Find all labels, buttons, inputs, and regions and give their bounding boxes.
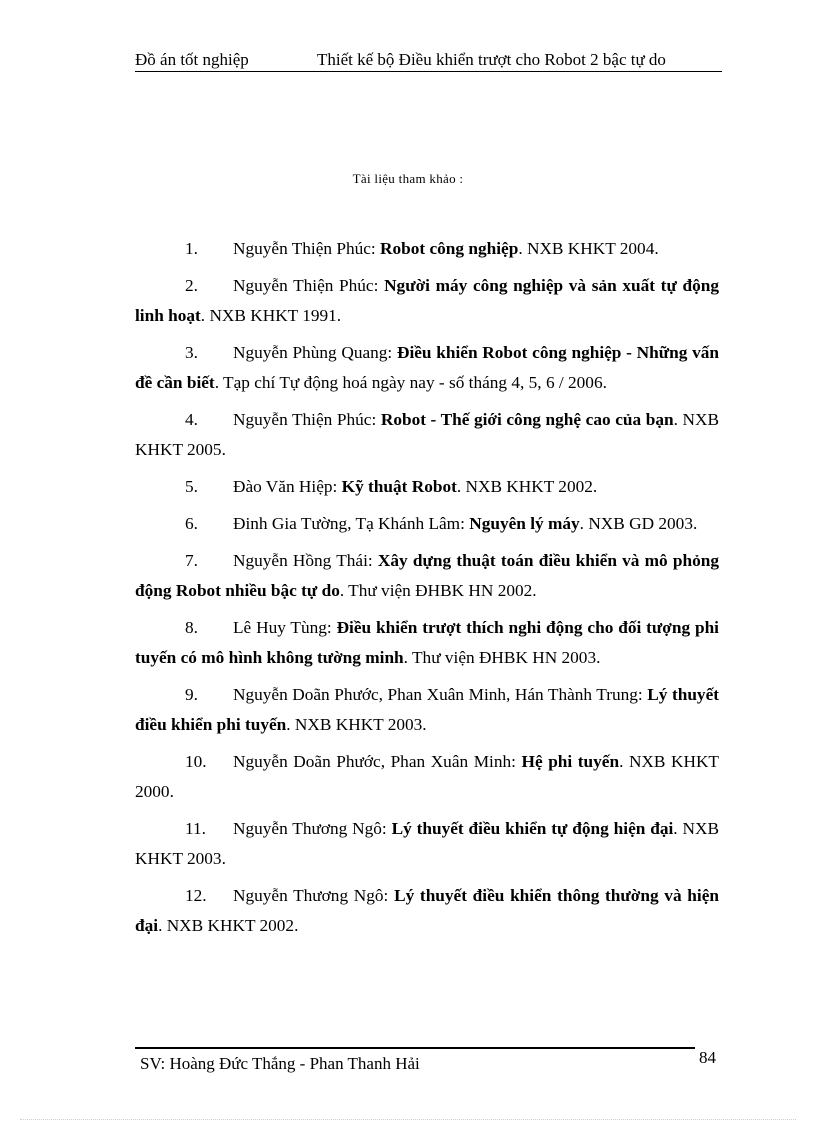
reference-author: Nguyễn Thương Ngô: (233, 819, 392, 838)
reference-item (135, 509, 719, 539)
reference-title: Lý thuyết điều khiển phi tuyến (135, 685, 719, 734)
reference-publisher: . NXB KHKT 2000. (135, 752, 719, 801)
reference-title: Kỹ thuật Robot (341, 477, 457, 496)
reference-title: Robot công nghiệp (380, 239, 519, 258)
reference-number: 8. (185, 618, 198, 637)
reference-title: Điều khiển trượt thích nghi động cho đối tượng phi tuyến có mô hình không tường minh (135, 618, 719, 667)
reference-item (135, 546, 719, 606)
reference-publisher: . NXB KHKT 2002. (456, 477, 598, 496)
header-right-text: Thiết kế bộ Điều khiển trượt cho Robot 2 bậc tự do (317, 50, 666, 69)
reference-number: 6. (185, 514, 198, 533)
reference-number: 12. (185, 886, 207, 905)
reference-title: Xây dựng thuật toán điều khiển và mô phỏng động Robot nhiều bậc tự do (135, 551, 720, 600)
reference-item (135, 747, 719, 807)
reference-publisher: . Thư viện ĐHBK HN 2002. (339, 581, 537, 600)
reference-list (135, 234, 719, 948)
reference-publisher: . Thư viện ĐHBK HN 2003. (403, 648, 601, 667)
reference-author: Đinh Gia Tường, Tạ Khánh Lâm: (233, 514, 470, 533)
reference-author: Nguyễn Thiện Phúc: (233, 276, 385, 295)
footer-students: SV: Hoàng Đức Thắng - Phan Thanh Hải (140, 1054, 420, 1073)
reference-title: Lý thuyết điều khiển tự động hiện đại (391, 819, 674, 838)
reference-title: Hệ phi tuyến (521, 752, 620, 771)
reference-number: 5. (185, 477, 198, 496)
reference-author: Nguyễn Thương Ngô: (233, 886, 395, 905)
reference-item (135, 234, 719, 264)
reference-publisher: . NXB KHKT 2003. (286, 715, 427, 734)
footer-divider (135, 1047, 695, 1049)
reference-publisher: . Tạp chí Tự động hoá ngày nay - số tháng 4, 5, 6 / 2006. (214, 373, 607, 392)
reference-publisher: . NXB KHKT 1991. (200, 306, 342, 325)
reference-item (135, 271, 719, 331)
reference-title: Robot - Thế giới công nghệ cao của bạn (380, 410, 674, 429)
reference-number: 9. (185, 685, 198, 704)
reference-number: 7. (185, 551, 198, 570)
reference-author: Nguyễn Thiện Phúc: (233, 239, 381, 258)
reference-publisher: . NXB GD 2003. (579, 514, 698, 533)
page-number: 84 (699, 1048, 716, 1067)
reference-title: Điều khiển Robot công nghiệp - Những vấn đề cần biết (135, 343, 719, 392)
reference-title: Người máy công nghiệp và sản xuất tự động linh hoạt (135, 276, 719, 325)
reference-number: 1. (185, 239, 198, 258)
reference-number: 2. (185, 276, 198, 295)
reference-author: Lê Huy Tùng: (233, 618, 337, 637)
reference-number: 10. (185, 752, 207, 771)
reference-publisher: . NXB KHKT 2003. (135, 819, 719, 868)
reference-number: 4. (185, 410, 198, 429)
reference-publisher: . NXB KHKT 2004. (518, 239, 659, 258)
reference-author: Nguyễn Thiện Phúc: (233, 410, 381, 429)
page-header (135, 49, 722, 72)
reference-author: Nguyễn Phùng Quang: (233, 343, 397, 362)
reference-title: Lý thuyết điều khiển thông thường và hiện đại (135, 886, 719, 935)
reference-item (135, 613, 719, 673)
reference-number: 11. (185, 819, 206, 838)
reference-number: 3. (185, 343, 198, 362)
reference-author: Nguyễn Doãn Phước, Phan Xuân Minh: (233, 752, 522, 771)
header-left-text: Đồ án tốt nghiệp (135, 50, 249, 69)
reference-item (135, 472, 719, 502)
reference-author: Nguyễn Doãn Phước, Phan Xuân Minh, Hán Thành Trung: (233, 685, 648, 704)
reference-item (135, 338, 719, 398)
reference-item (135, 680, 719, 740)
reference-item (135, 814, 719, 874)
page-bottom-dotted-line (20, 1119, 796, 1120)
reference-item (135, 881, 719, 941)
reference-item (135, 405, 719, 465)
reference-publisher: . NXB KHKT 2005. (135, 410, 719, 459)
reference-title: Nguyên lý máy (469, 514, 580, 533)
references-heading: Tài liệu tham khảo : (352, 171, 464, 186)
reference-author: Đào Văn Hiệp: (233, 477, 342, 496)
reference-author: Nguyễn Hồng Thái: (233, 551, 378, 570)
reference-publisher: . NXB KHKT 2002. (158, 916, 299, 935)
